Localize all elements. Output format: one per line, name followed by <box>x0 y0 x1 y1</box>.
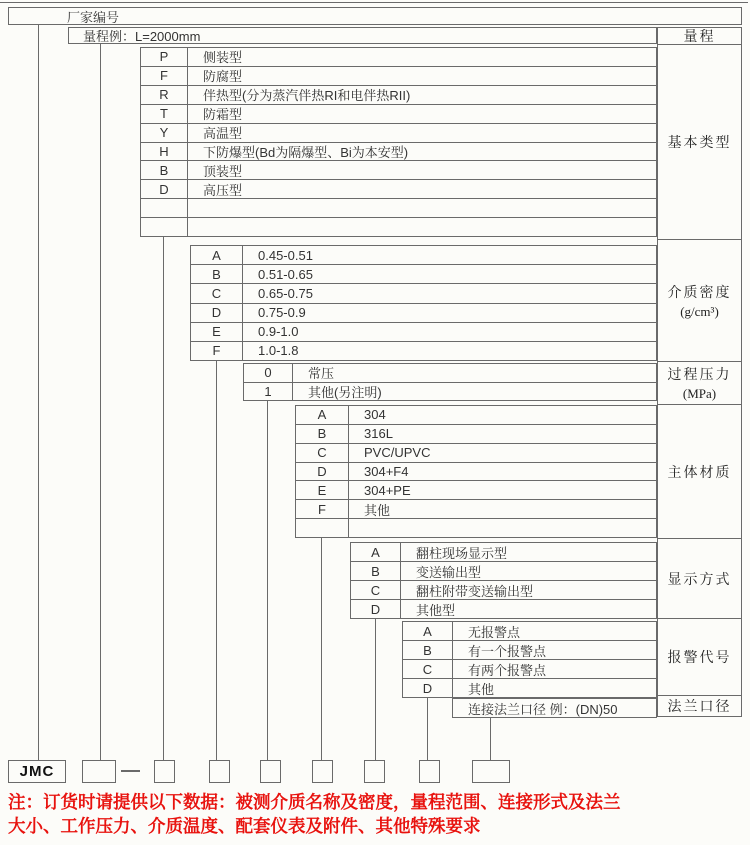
table-row: D 其他 <box>403 679 656 697</box>
table-row: D 其他型 <box>351 600 656 618</box>
density-block <box>190 245 657 361</box>
table-row: C 有两个报警点 <box>403 660 656 679</box>
alarm-code-block <box>402 621 657 698</box>
order-note <box>8 790 621 838</box>
code-box-display <box>364 760 385 783</box>
flange-size-row <box>452 698 657 718</box>
range-example-label: 量程例：L=2000mm <box>83 29 201 44</box>
label-cell-display: 显示方式 <box>658 539 741 619</box>
basic-type-block <box>140 47 657 237</box>
code-box-range <box>82 760 116 783</box>
manufacturer-row <box>8 7 742 25</box>
range-example-row <box>68 27 657 44</box>
code-box-basic-type <box>154 760 175 783</box>
table-row: P 侧装型 <box>141 48 656 67</box>
table-row: E 0.9-1.0 <box>191 323 656 342</box>
table-row: F 防腐型 <box>141 67 656 86</box>
table-row-empty <box>296 519 656 537</box>
connector-line-material <box>321 538 322 760</box>
table-row: B 316L <box>296 425 656 444</box>
table-row: D 0.75-0.9 <box>191 304 656 323</box>
connector-line-basic-type <box>163 237 164 760</box>
table-row: T 防霜型 <box>141 105 656 124</box>
table-row: B 顶装型 <box>141 161 656 180</box>
material-block <box>295 405 657 538</box>
table-row: R 伴热型(分为蒸汽伴热RI和电伴热RII) <box>141 86 656 105</box>
table-row: B 有一个报警点 <box>403 641 656 660</box>
dash-separator <box>121 770 140 772</box>
connector-line-pressure <box>267 401 268 760</box>
table-row: C PVC/UPVC <box>296 444 656 463</box>
code-box-density <box>209 760 230 783</box>
table-row-empty <box>141 199 656 218</box>
label-cell-pressure: 过程压力 (MPa) <box>658 362 741 405</box>
table-row: A 翻柱现场显示型 <box>351 543 656 562</box>
table-row: D 304+F4 <box>296 463 656 482</box>
label-cell-density: 介质密度 (g/cm³) <box>658 240 741 362</box>
connector-line-density <box>216 361 217 760</box>
table-row: 连接法兰口径 例：(DN)50 <box>468 701 618 717</box>
table-row: F 1.0-1.8 <box>191 342 656 360</box>
table-row: C 0.65-0.75 <box>191 284 656 303</box>
label-cell-range: 量程 <box>658 28 741 45</box>
table-row: B 变送输出型 <box>351 562 656 581</box>
connector-line-manufacturer <box>38 25 39 760</box>
model-prefix-box: JMC <box>8 760 66 783</box>
table-row: A 无报警点 <box>403 622 656 641</box>
table-row: A 0.45-0.51 <box>191 246 656 265</box>
code-box-pressure <box>260 760 281 783</box>
table-row-empty <box>141 218 656 236</box>
display-mode-block <box>350 542 657 619</box>
connector-line-display <box>375 619 376 760</box>
top-rule <box>0 2 748 3</box>
pressure-block <box>243 363 657 401</box>
table-row: C 翻柱附带变送输出型 <box>351 581 656 600</box>
table-row: 0 常压 <box>244 364 656 383</box>
label-cell-basic-type: 基本类型 <box>658 45 741 240</box>
manufacturer-label: 厂家编号 <box>67 9 120 25</box>
table-row: Y 高温型 <box>141 124 656 143</box>
table-row: A 304 <box>296 406 656 425</box>
order-note-line-2: 大小、工作压力、介质温度、配套仪表及附件、其他特殊要求 <box>8 816 481 836</box>
table-row: B 0.51-0.65 <box>191 265 656 284</box>
table-row: D 高压型 <box>141 180 656 199</box>
table-row: 1 其他(另注明) <box>244 383 656 401</box>
table-row: E 304+PE <box>296 481 656 500</box>
connector-line-flange <box>490 718 491 760</box>
code-box-material <box>312 760 333 783</box>
label-column <box>657 27 742 717</box>
code-box-flange <box>472 760 510 783</box>
label-cell-material: 主体材质 <box>658 405 741 539</box>
code-box-alarm <box>419 760 440 783</box>
label-cell-flange: 法兰口径 <box>667 700 732 715</box>
label-cell-alarm: 报警代号 <box>658 619 741 696</box>
connector-line-range <box>100 44 101 760</box>
table-row: H 下防爆型(Bd为隔爆型、Bi为本安型) <box>141 143 656 162</box>
connector-line-alarm <box>427 698 428 760</box>
order-note-line-1: 注：订货时请提供以下数据：被测介质名称及密度，量程范围、连接形式及法兰 <box>8 792 621 812</box>
table-row: F 其他 <box>296 500 656 519</box>
